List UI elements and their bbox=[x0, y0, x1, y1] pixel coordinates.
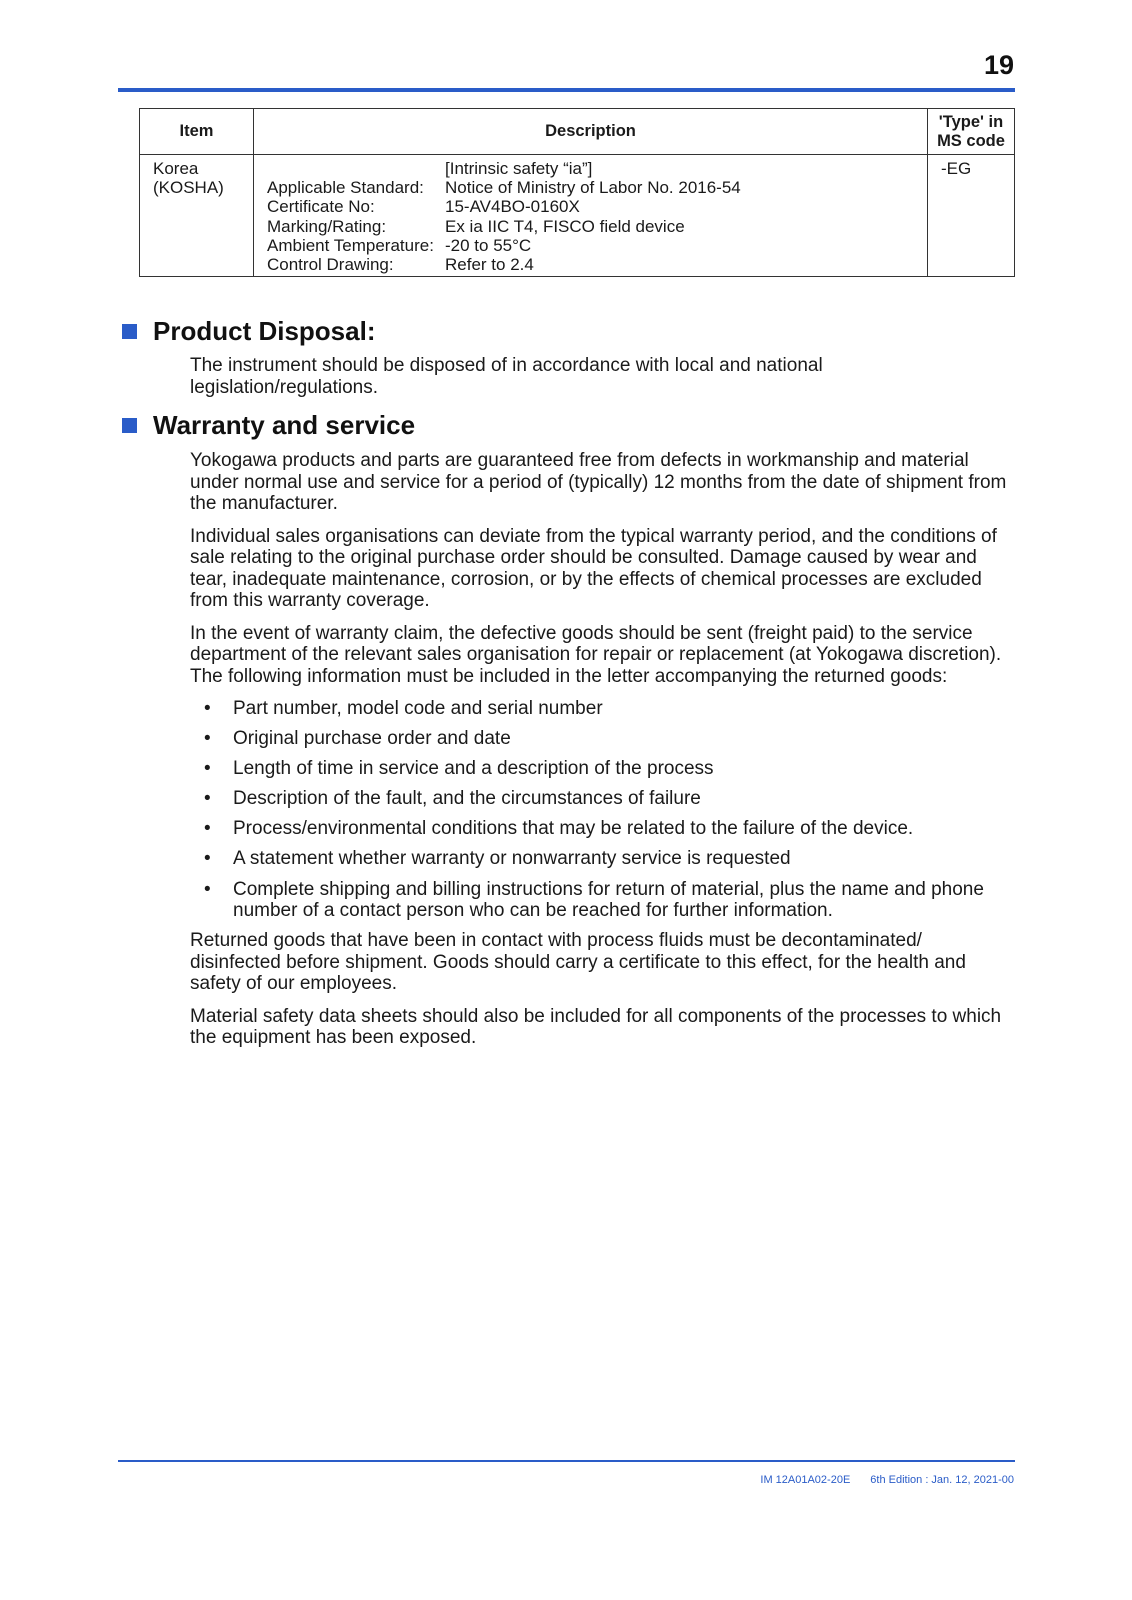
bullet-icon: • bbox=[204, 758, 211, 780]
item-country: Korea bbox=[153, 159, 199, 178]
list-item bbox=[190, 848, 1015, 870]
desc-label: Control Drawing: bbox=[267, 255, 394, 275]
desc-value: Notice of Ministry of Labor No. 2016-54 bbox=[445, 178, 741, 198]
desc-label: Applicable Standard: bbox=[267, 178, 424, 198]
certification-table bbox=[139, 108, 1015, 277]
warranty-paragraph: Material safety data sheets should also be included for all components of the processes to which the equipment has been exposed. bbox=[190, 1005, 1002, 1049]
desc-label: Certificate No: bbox=[267, 197, 375, 217]
list-item-text: A statement whether warranty or nonwarranty service is requested bbox=[233, 848, 791, 870]
header-item: Item bbox=[140, 109, 254, 155]
desc-value: [Intrinsic safety “ia”] bbox=[445, 159, 593, 178]
list-item-text: Original purchase order and date bbox=[233, 728, 511, 750]
footer bbox=[760, 1474, 1014, 1486]
bullet-icon: • bbox=[204, 818, 211, 840]
square-bullet-icon bbox=[122, 324, 137, 339]
desc-label: Marking/Rating: bbox=[267, 216, 387, 236]
desc-value: Refer to 2.4 bbox=[445, 255, 534, 275]
warranty-heading-text: Warranty and service bbox=[153, 410, 416, 440]
list-item bbox=[190, 879, 1015, 922]
cell-item bbox=[140, 155, 254, 277]
disposal-paragraph: The instrument should be disposed of in accordance with local and national legislation/regulations. bbox=[190, 355, 823, 398]
bullet-icon: • bbox=[204, 848, 211, 870]
warranty-body bbox=[190, 450, 1015, 1060]
list-item bbox=[190, 698, 1015, 720]
footer-edition: 6th Edition : Jan. 12, 2021-00 bbox=[870, 1474, 1014, 1486]
header-type bbox=[928, 109, 1015, 155]
cell-description bbox=[254, 155, 928, 277]
desc-label: Ambient Temperature: bbox=[267, 235, 434, 255]
header-description: Description bbox=[254, 109, 928, 155]
list-item-text: Complete shipping and billing instructions for return of material, plus the name and phone number of a contact person who can be reached for further information. bbox=[233, 878, 984, 922]
desc-value: Ex ia IIC T4, FISCO field device bbox=[445, 216, 685, 236]
list-item-text: Description of the fault, and the circumstances of failure bbox=[233, 788, 701, 810]
header-type-line1: 'Type' in bbox=[938, 112, 1004, 131]
disposal-heading-text: Product Disposal: bbox=[153, 316, 376, 346]
item-agency: (KOSHA) bbox=[153, 178, 224, 198]
required-info-list bbox=[190, 698, 1015, 922]
list-item bbox=[190, 818, 1015, 840]
bullet-icon: • bbox=[204, 878, 211, 900]
header-rule bbox=[118, 88, 1015, 92]
warranty-heading bbox=[122, 410, 415, 441]
desc-label bbox=[267, 159, 445, 178]
page-number: 19 bbox=[983, 50, 1014, 80]
square-bullet-icon bbox=[122, 418, 137, 433]
warranty-paragraph: Individual sales organisations can deviate from the typical warranty period, and the conditions of sale relating to the original purchase order should be consulted. Damage caused by wear and tear, inadequate maintenance, corrosion, or by the effects of chemical processes are excluded from this warranty coverage. bbox=[190, 525, 997, 611]
disposal-body bbox=[190, 355, 1015, 409]
list-item-text: Part number, model code and serial number bbox=[233, 698, 603, 719]
footer-doc-id: IM 12A01A02-20E bbox=[760, 1474, 851, 1486]
footer-rule bbox=[118, 1460, 1015, 1462]
list-item bbox=[190, 788, 1015, 810]
description-grid bbox=[267, 159, 914, 274]
desc-value: 15-AV4BO-0160X bbox=[445, 197, 580, 217]
list-item-text: Process/environmental conditions that may be related to the failure of the device. bbox=[233, 818, 914, 840]
bullet-icon: • bbox=[204, 728, 211, 750]
table-header-row bbox=[140, 109, 1015, 155]
warranty-paragraph: Returned goods that have been in contact with process fluids must be decontaminated/ disinfected before shipment. Goods should carry a certificate to this effect, for the health and safety of our employees. bbox=[190, 930, 966, 995]
cell-type: -EG bbox=[928, 155, 1015, 277]
bullet-icon: • bbox=[204, 698, 211, 719]
desc-value: -20 to 55°C bbox=[445, 235, 532, 255]
list-item bbox=[190, 758, 1015, 780]
header-type-line2: MS code bbox=[937, 131, 1005, 150]
disposal-heading bbox=[122, 316, 375, 347]
list-item-text: Length of time in service and a description of the process bbox=[233, 758, 714, 780]
list-item bbox=[190, 728, 1015, 750]
bullet-icon: • bbox=[204, 788, 211, 810]
warranty-paragraph: Yokogawa products and parts are guaranteed free from defects in workmanship and material under normal use and service for a period of (typically) 12 months from the date of shipment from the manufacturer. bbox=[190, 450, 1007, 514]
table-row bbox=[140, 155, 1015, 277]
warranty-paragraph: In the event of warranty claim, the defective goods should be sent (freight paid) to the service department of the relevant sales organisation for repair or replacement (at Yokogawa discretion). The following information must be included in the letter accompanying the returned goods: bbox=[190, 622, 1002, 687]
